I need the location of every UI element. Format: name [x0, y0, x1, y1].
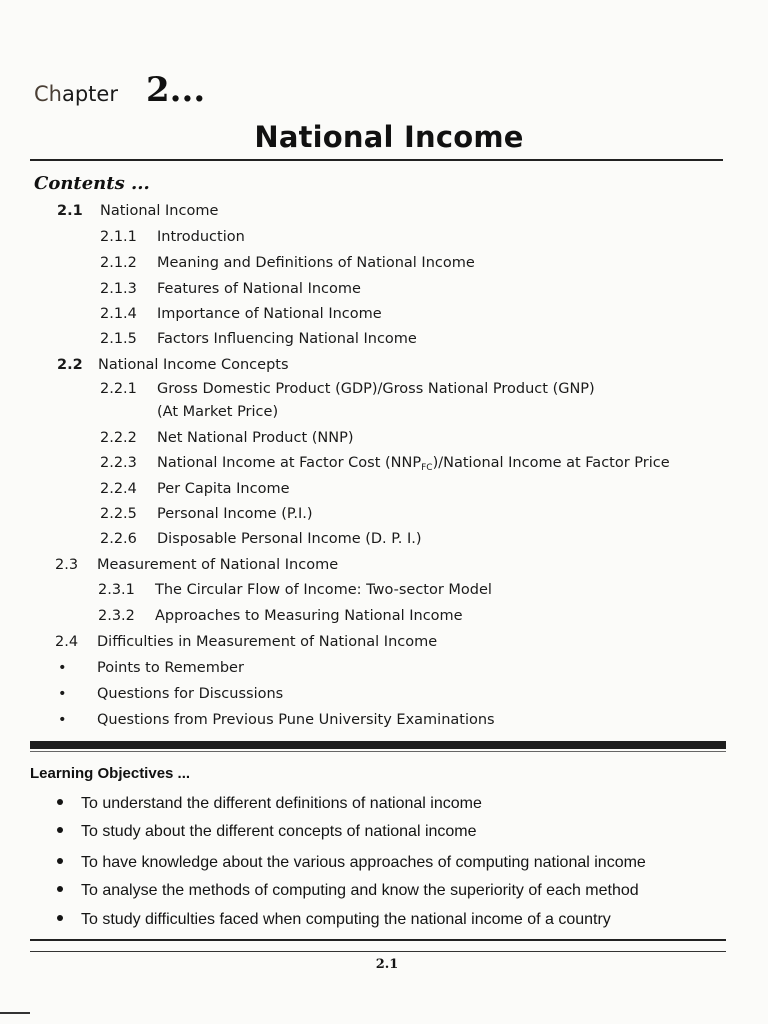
toc-item-text: Gross Domestic Product (GDP)/Gross National Product (GNP)	[157, 381, 595, 397]
objective-item	[57, 911, 611, 929]
toc-item	[55, 557, 339, 573]
toc-text-pre: National Income at Factor Cost (NNP	[157, 455, 422, 471]
toc-item-number: 2.2.4	[100, 481, 137, 497]
toc-item-number: 2.2.2	[100, 430, 137, 446]
toc-item-number: 2.3.1	[98, 582, 135, 598]
toc-item-number: 2.1	[57, 203, 83, 219]
contents-heading: Contents ...	[34, 173, 150, 194]
toc-item	[58, 686, 284, 702]
bullet-icon: •	[58, 660, 67, 676]
toc-item-text: National Income	[100, 203, 219, 219]
toc-item-number: 2.2.3	[100, 455, 137, 471]
toc-item	[100, 481, 290, 497]
bullet-icon: •	[58, 686, 67, 702]
toc-item-text: Measurement of National Income	[97, 557, 339, 573]
toc-item-text: Net National Product (NNP)	[157, 430, 354, 446]
toc-item-number: 2.1.5	[100, 331, 137, 347]
objective-text: To study about the different concepts of national income	[81, 823, 477, 840]
toc-item-number: 2.2	[57, 357, 83, 373]
bullet-icon	[57, 886, 63, 892]
toc-item-text: Points to Remember	[97, 660, 244, 676]
toc-item	[100, 531, 422, 547]
chapter-label-first: Ch	[34, 82, 62, 106]
toc-item-text: The Circular Flow of Income: Two-sector Model	[155, 582, 492, 598]
toc-item-text: Per Capita Income	[157, 481, 290, 497]
toc-item	[58, 660, 244, 676]
toc-item-number: 2.2.5	[100, 506, 137, 522]
objective-item	[57, 795, 482, 813]
objective-item	[57, 823, 477, 841]
toc-item	[57, 203, 219, 219]
page-number: 2.1	[375, 957, 399, 972]
toc-item	[100, 381, 595, 397]
toc-item-text: Features of National Income	[157, 281, 361, 297]
toc-item-text: Personal Income (P.I.)	[157, 506, 313, 522]
bullet-icon	[57, 915, 63, 921]
toc-item	[100, 506, 313, 522]
chapter-label	[34, 82, 118, 106]
objective-item	[57, 854, 646, 872]
section-divider	[30, 741, 726, 749]
toc-item-text: Approaches to Measuring National Income	[155, 608, 463, 624]
objective-text: To study difficulties faced when computing the national income of a country	[81, 911, 611, 928]
bullet-icon	[57, 827, 63, 833]
toc-item-number: 2.4	[55, 634, 79, 650]
toc-item	[57, 357, 289, 373]
toc-item	[100, 281, 361, 297]
toc-item	[100, 306, 382, 322]
toc-item-number: 2.1.3	[100, 281, 137, 297]
toc-item-text: Questions from Previous Pune University Examinations	[97, 712, 495, 728]
footer-divider	[30, 939, 726, 941]
bullet-icon: •	[58, 712, 67, 728]
toc-item-text: Meaning and Definitions of National Income	[157, 255, 475, 271]
header-divider	[30, 159, 723, 161]
objective-text: To have knowledge about the various approaches of computing national income	[81, 854, 646, 871]
objective-item	[57, 882, 639, 900]
toc-item-text: Importance of National Income	[157, 306, 382, 322]
toc-item	[100, 455, 670, 473]
chapter-title: National Income	[254, 120, 524, 154]
toc-item	[55, 634, 438, 650]
toc-item	[58, 712, 495, 728]
toc-item-text	[157, 455, 670, 473]
bullet-icon	[57, 799, 63, 805]
toc-item	[100, 255, 475, 271]
toc-item	[100, 331, 417, 347]
scan-edge-mark	[0, 1012, 30, 1014]
toc-item-number: 2.2.1	[100, 381, 137, 397]
toc-item	[100, 430, 354, 446]
chapter-label-rest: apter	[61, 82, 118, 106]
toc-item-text: Factors Influencing National Income	[157, 331, 417, 347]
toc-item	[100, 229, 245, 245]
toc-text-subscript: FC	[421, 463, 433, 473]
toc-item-continuation	[157, 404, 278, 420]
toc-item-number: 2.2.6	[100, 531, 137, 547]
toc-item-number: 2.3	[55, 557, 79, 573]
toc-item-text: Disposable Personal Income (D. P. I.)	[157, 531, 422, 547]
objective-text: To understand the different definitions of national income	[81, 795, 482, 812]
toc-item	[98, 582, 492, 598]
toc-item-text: Difficulties in Measurement of National Income	[97, 634, 438, 650]
toc-item	[98, 608, 463, 624]
toc-text-post: )/National Income at Factor Price	[432, 455, 670, 471]
learning-objectives-heading: Learning Objectives ...	[30, 765, 191, 782]
toc-item-number: 2.1.2	[100, 255, 137, 271]
toc-item-text: National Income Concepts	[98, 357, 289, 373]
toc-item-number: 2.1.4	[100, 306, 137, 322]
toc-item-number: 2.3.2	[98, 608, 135, 624]
toc-item-text: (At Market Price)	[157, 404, 279, 420]
section-divider-thin	[30, 751, 726, 752]
bullet-icon	[57, 858, 63, 864]
toc-item-text: Introduction	[157, 229, 245, 245]
chapter-number: 2...	[146, 70, 206, 110]
toc-item-text: Questions for Discussions	[97, 686, 284, 702]
footer-divider-thin	[30, 951, 726, 952]
toc-item-number: 2.1.1	[100, 229, 137, 245]
objective-text: To analyse the methods of computing and know the superiority of each method	[81, 882, 639, 899]
